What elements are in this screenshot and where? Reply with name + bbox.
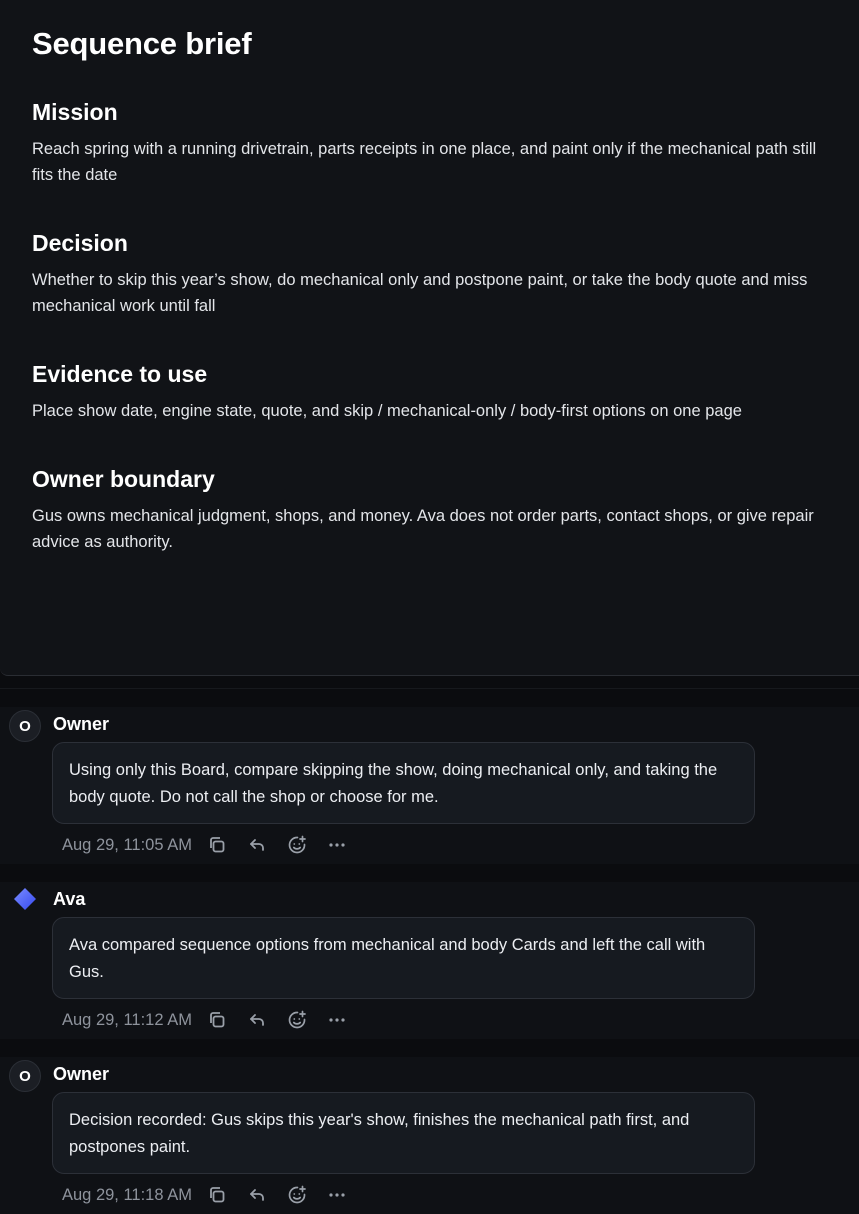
message-owner-2: [0, 1057, 859, 1214]
reply-icon[interactable]: [246, 1009, 268, 1031]
section-heading: Mission: [32, 99, 118, 125]
message-author[interactable]: Ava: [53, 889, 86, 909]
message-meta: [62, 832, 366, 858]
more-icon[interactable]: [326, 1184, 348, 1206]
section-evidence: [32, 359, 852, 424]
divider: [0, 677, 859, 707]
reply-icon[interactable]: [246, 1184, 268, 1206]
brief-title: Sequence brief: [32, 26, 252, 61]
message-meta: [62, 1007, 366, 1033]
message-meta: [62, 1182, 366, 1208]
timestamp[interactable]: Aug 29, 11:18 AM: [62, 1185, 192, 1204]
section-decision: [32, 228, 832, 319]
more-icon[interactable]: [326, 1009, 348, 1031]
message-bubble: Ava compared sequence options from mechanical and body Cards and left the call with Gus.: [52, 917, 755, 999]
avatar[interactable]: O: [9, 1060, 41, 1092]
avatar[interactable]: O: [9, 710, 41, 742]
copy-icon[interactable]: [206, 1009, 228, 1031]
section-heading: Decision: [32, 230, 128, 256]
message-bubble: Using only this Board, compare skipping the show, doing mechanical only, and taking the body quote. Do not call the shop or choose for me.: [52, 742, 755, 824]
section-owner-boundary: [32, 464, 832, 555]
section-heading: Owner boundary: [32, 466, 215, 492]
ava-avatar-icon[interactable]: [13, 887, 37, 911]
copy-icon[interactable]: [206, 1184, 228, 1206]
message-author[interactable]: Owner: [53, 714, 110, 734]
message-ava: [0, 882, 859, 1039]
message-separator: [0, 864, 859, 882]
section-mission: [32, 97, 832, 188]
section-body: Reach spring with a running drivetrain, parts receipts in one place, and paint only if the mechanical path still fits the date: [32, 140, 817, 184]
timestamp[interactable]: Aug 29, 11:05 AM: [62, 835, 192, 854]
more-icon[interactable]: [326, 834, 348, 856]
copy-icon[interactable]: [206, 834, 228, 856]
add-reaction-icon[interactable]: [286, 1184, 308, 1206]
add-reaction-icon[interactable]: [286, 1009, 308, 1031]
message-author[interactable]: Owner: [53, 1064, 110, 1084]
section-body: Place show date, engine state, quote, and skip / mechanical-only / body-first options on one page: [32, 402, 742, 420]
section-body: Whether to skip this year’s show, do mechanical only and postpone paint, or take the body quote and miss mechanical work until fall: [32, 271, 808, 315]
timestamp[interactable]: Aug 29, 11:12 AM: [62, 1010, 192, 1029]
section-body: Gus owns mechanical judgment, shops, and money. Ava does not order parts, contact shops, or give repair advice as authority.: [32, 507, 814, 551]
reply-icon[interactable]: [246, 834, 268, 856]
section-heading: Evidence to use: [32, 361, 208, 387]
message-owner-1: [0, 707, 859, 864]
divider-line: [0, 688, 859, 689]
add-reaction-icon[interactable]: [286, 834, 308, 856]
message-bubble: Decision recorded: Gus skips this year's show, finishes the mechanical path first, and postpones paint.: [52, 1092, 755, 1174]
message-separator: [0, 1039, 859, 1057]
